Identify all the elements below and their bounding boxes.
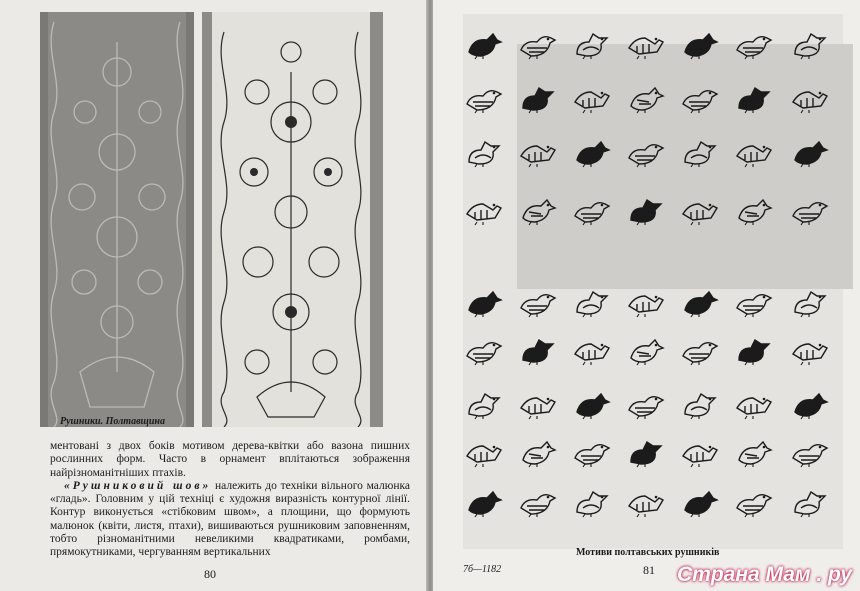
bird-motif (571, 82, 611, 114)
bird-motif (571, 286, 611, 318)
bird-motif (571, 194, 611, 226)
bird-motif (517, 28, 557, 60)
bird-motif (463, 28, 503, 60)
bird-motif (463, 334, 503, 366)
bird-motif (625, 334, 665, 366)
bird-motif (463, 486, 503, 518)
bird-motif (517, 194, 557, 226)
bird-motif (517, 136, 557, 168)
paragraph-2 (50, 480, 410, 560)
print-mark: 7б—1182 (463, 564, 502, 575)
towel-photo-left (40, 12, 194, 427)
bird-motif (679, 194, 719, 226)
bird-motif (571, 388, 611, 420)
page-number-right: 81 (643, 563, 655, 577)
bird-motif (571, 334, 611, 366)
paragraph-1: ментовані з двох боків мотивом дерева-квітки або вазона пишних рослинних форм. Часто в орнамент вплітаються зображення найрізноманітніших птахів. (50, 440, 410, 479)
bird-motif (679, 388, 719, 420)
bird-motif (517, 334, 557, 366)
bird-motif (625, 486, 665, 518)
bird-motif (517, 388, 557, 420)
bird-motif (463, 286, 503, 318)
bird-motif (571, 28, 611, 60)
plate-caption: Мотиви полтавських рушників (576, 547, 720, 558)
bird-motif (679, 136, 719, 168)
bird-motif (789, 436, 829, 468)
bird-motif (679, 28, 719, 60)
bird-motif (679, 82, 719, 114)
bird-motif (789, 388, 829, 420)
left-page (0, 0, 428, 591)
bird-motif (625, 82, 665, 114)
bird-motif (571, 486, 611, 518)
bird-motif (679, 486, 719, 518)
bird-motif (517, 82, 557, 114)
bird-motif (517, 436, 557, 468)
bird-motif (733, 82, 773, 114)
bird-motif (789, 486, 829, 518)
paragraph-2-text: належить до техніки вільного малюнка «гладь». Головним у цій техніці є художня виразність контурної лінії. Контур виконується «стібковим швом», а площини, що формують малюнок (квіти, листя, птахи), вишиваються рушниковим заповненням, тобто різноманітними невеликими квадратиками, ромбами, прямокутниками, чергуванням вертикальних (50, 479, 411, 559)
bird-motif (789, 286, 829, 318)
bird-motif (463, 388, 503, 420)
bird-motif (789, 194, 829, 226)
bird-motif (733, 334, 773, 366)
watermark-logo: Страна Мам . ру (677, 563, 852, 586)
page-number-left: 80 (204, 567, 216, 581)
bird-motif (625, 388, 665, 420)
bird-motif (679, 334, 719, 366)
bird-motif (625, 28, 665, 60)
towel-photo-right (202, 12, 383, 427)
bird-motif (463, 194, 503, 226)
photo-caption (60, 416, 165, 427)
bird-motif (571, 136, 611, 168)
caption-title: Рушники. (60, 416, 104, 427)
term-rushnykovyi-shov: «Рушниковий шов» (64, 479, 212, 492)
bird-motif (733, 136, 773, 168)
bird-motif (625, 436, 665, 468)
bird-motif (789, 334, 829, 366)
bird-motif (517, 486, 557, 518)
right-page (433, 0, 860, 591)
caption-region: Полтавщина (105, 416, 165, 427)
bird-motif (463, 436, 503, 468)
bird-motif (789, 136, 829, 168)
bird-motif (625, 286, 665, 318)
bird-motif (679, 436, 719, 468)
bird-motif (733, 286, 773, 318)
bird-motif (789, 28, 829, 60)
bird-motif (517, 286, 557, 318)
bird-motif (733, 28, 773, 60)
bird-motif (733, 486, 773, 518)
body-text (50, 440, 410, 560)
bird-motif (625, 194, 665, 226)
bird-motif (733, 388, 773, 420)
bird-motif (625, 136, 665, 168)
bird-motif (733, 436, 773, 468)
bird-motif (463, 136, 503, 168)
bird-motif (679, 286, 719, 318)
bird-motif (571, 436, 611, 468)
bird-motif (789, 82, 829, 114)
motif-plate (463, 14, 843, 549)
bird-motif (733, 194, 773, 226)
bird-motif (463, 82, 503, 114)
